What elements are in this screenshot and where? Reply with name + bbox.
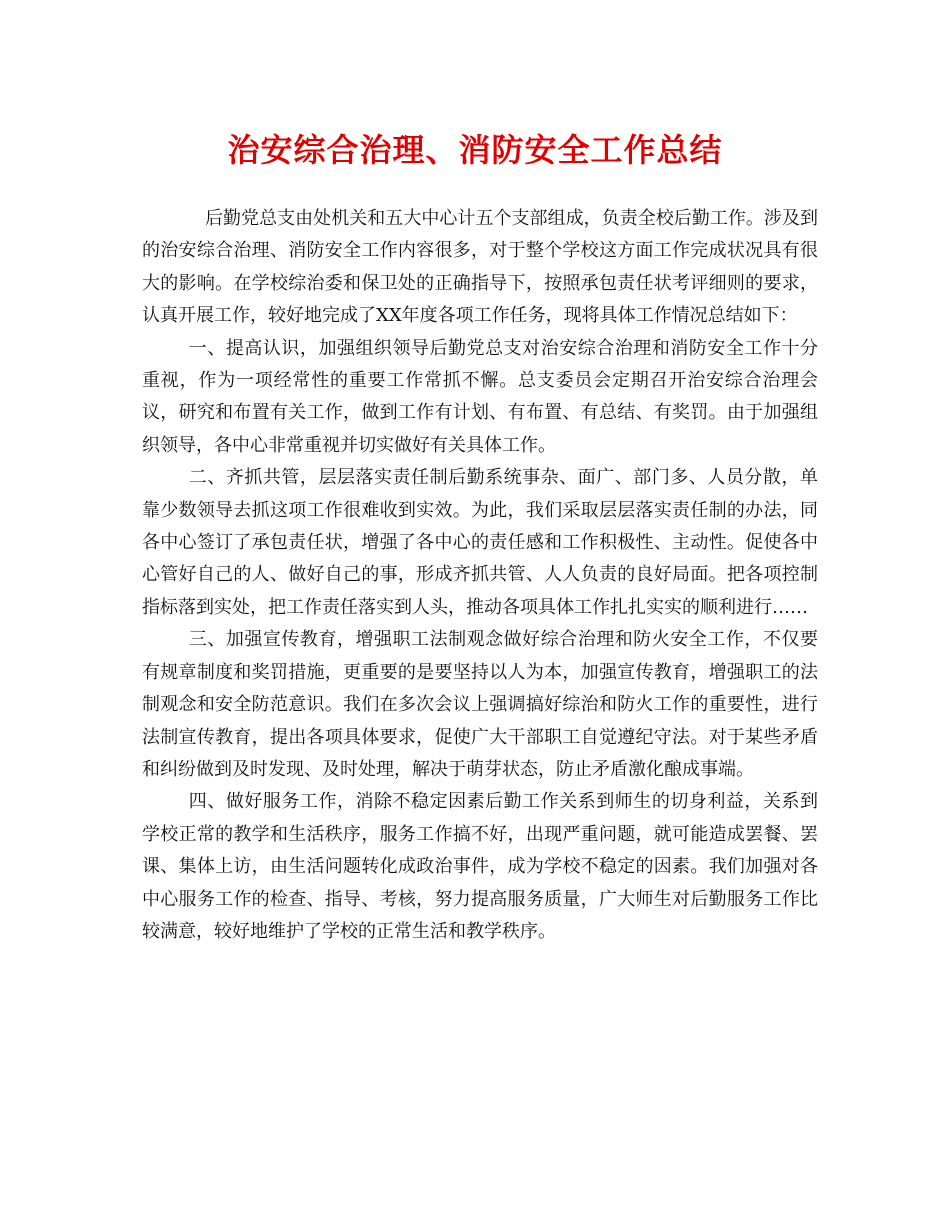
document-body — [142, 203, 818, 948]
paragraph-section-1: 一、提高认识，加强组织领导后勤党总支对治安综合治理和消防安全工作十分重视，作为一项经常性的重要工作常抓不懈。总支委员会定期召开治安综合治理会议，研究和布置有关工作，做到工作有计划、有布置、有总结、有奖罚。由于加强组织领导，各中心非常重视并切实做好有关具体工作。 — [142, 337, 818, 456]
paragraph-section-2: 二、齐抓共管，层层落实责任制后勤系统事杂、面广、部门多、人员分散，单靠少数领导去抓这项工作很难收到实效。为此，我们采取层层落实责任制的办法，同各中心签订了承包责任状，增强了各中心的责任感和工作积极性、主动性。促使各中心管好自己的人、做好自己的事，形成齐抓共管、人人负责的良好局面。把各项控制指标落到实处，把工作责任落实到人头，推动各项具体工作扎扎实实的顺利进行…… — [142, 467, 818, 618]
paragraph-section-4: 四、做好服务工作，消除不稳定因素后勤工作关系到师生的切身利益，关系到学校正常的教学和生活秩序，服务工作搞不好，出现严重问题，就可能造成罢餐、罢课、集体上访，由生活问题转化成政治事件，成为学校不稳定的因素。我们加强对各中心服务工作的检查、指导、考核，努力提高服务质量，广大师生对后勤服务工作比较满意，较好地维护了学校的正常生活和教学秩序。 — [142, 791, 818, 942]
paragraph-intro: 后勤党总支由处机关和五大中心计五个支部组成，负责全校后勤工作。涉及到的治安综合治理、消防安全工作内容很多，对于整个学校这方面工作完成状况具有很大的影响。在学校综治委和保卫处的正确指导下，按照承包责任状考评细则的要求，认真开展工作，较好地完成了XX年度各项工作任务，现将具体工作情况总结如下： — [142, 208, 818, 327]
document-title: 治安综合治理、消防安全工作总结 — [227, 131, 723, 169]
paragraph-section-3: 三、加强宣传教育，增强职工法制观念做好综合治理和防火安全工作，不仅要有规章制度和奖罚措施，更重要的是要坚持以人为本，加强宣传教育，增强职工的法制观念和安全防范意识。我们在多次会议上强调搞好综治和防火工作的重要性，进行法制宣传教育，提出各项具体要求，促使广大干部职工自觉遵纪守法。对于某些矛盾和纠纷做到及时发现、及时处理，解决于萌芽状态，防止矛盾激化酿成事端。 — [142, 629, 818, 780]
